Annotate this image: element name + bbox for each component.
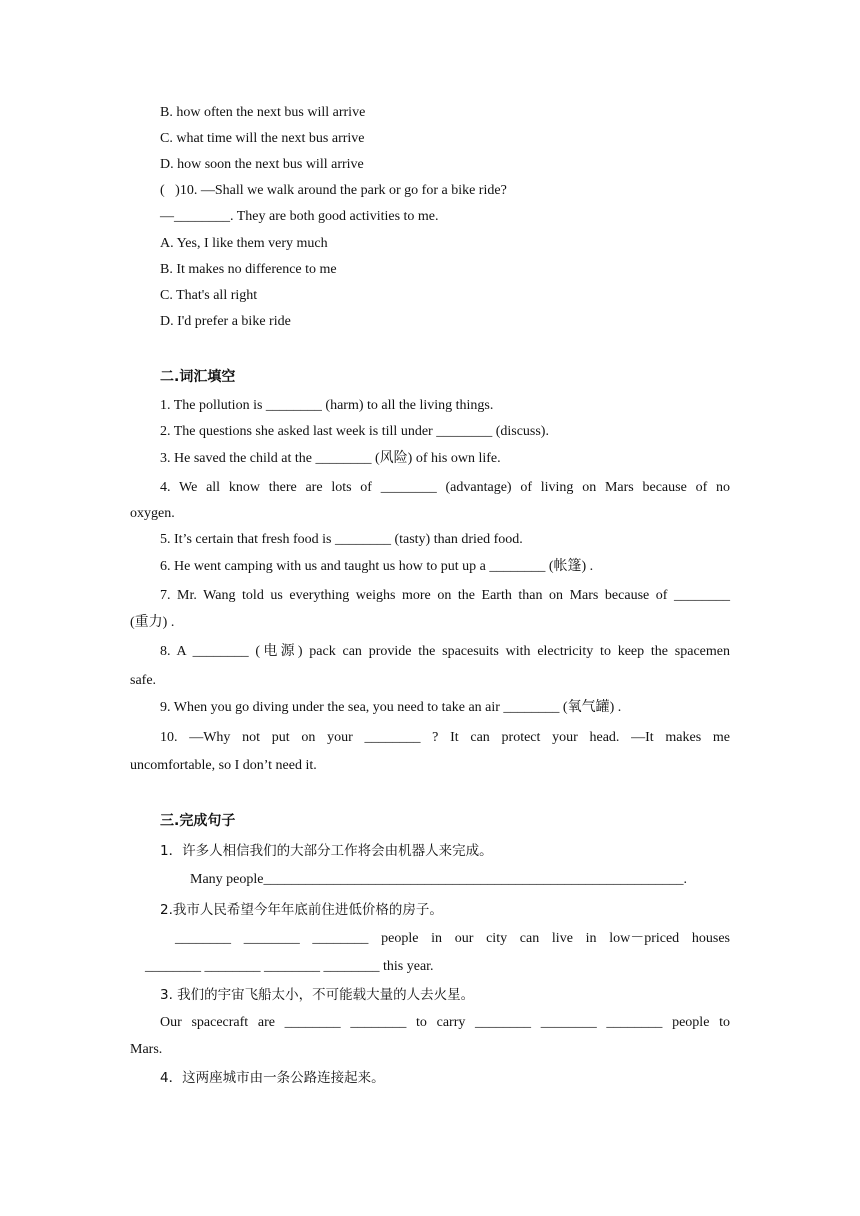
q9-option-c: C. what time will the next bus arrive	[160, 131, 365, 146]
vocab-item-7: 7. Mr. Wang told us everything weighs more on the Earth than on Mars because of ________	[160, 588, 730, 603]
q10-option-d: D. I'd prefer a bike ride	[160, 314, 291, 329]
vocab-item-5: 5. It’s certain that fresh food is ________ (tasty) than dried food.	[160, 532, 523, 547]
sentence-2-english-cont: ________ ________ ________ ________ this year.	[145, 959, 434, 974]
vocab-item-4: 4. We all know there are lots of ________ (advantage) of living on Mars because of no	[160, 480, 730, 495]
vocab-item-7-cont: (重力) .	[130, 615, 175, 630]
q9-option-b: B. how often the next bus will arrive	[160, 105, 366, 120]
sentence-2-chinese: 2.我市人民希望今年年底前住进低价格的房子。	[160, 902, 443, 918]
vocab-item-3: 3. He saved the child at the ________ (风险) of his own life.	[160, 451, 501, 466]
vocab-item-8: 8. A ________ (电源) pack can provide the spacesuits with electricity to keep the spacemen	[160, 644, 730, 659]
sentence-1-chinese: 1．许多人相信我们的大部分工作将会由机器人来完成。	[160, 843, 493, 859]
sentence-2-english: ________ ________ ________ people in our city can live in low－priced houses	[175, 931, 730, 946]
sentence-3-english-cont: Mars.	[130, 1042, 163, 1057]
vocab-item-9: 9. When you go diving under the sea, you need to take an air ________ (氧气罐) .	[160, 700, 622, 715]
vocab-item-8-cont: safe.	[130, 673, 157, 688]
vocab-item-4-cont: oxygen.	[130, 506, 175, 521]
sentence-4-chinese: 4．这两座城市由一条公路连接起来。	[160, 1070, 385, 1086]
vocab-item-1: 1. The pollution is ________ (harm) to all the living things.	[160, 398, 494, 413]
q10-option-b: B. It makes no difference to me	[160, 262, 337, 277]
q10-option-a: A. Yes, I like them very much	[160, 236, 328, 251]
vocab-item-10: 10. —Why not put on your ________ ? It can protect your head. —It makes me	[160, 730, 730, 745]
sentence-3-english: Our spacecraft are ________ ________ to carry ________ ________ ________ people to	[160, 1015, 730, 1030]
q9-option-d: D. how soon the next bus will arrive	[160, 157, 364, 172]
vocab-item-2: 2. The questions she asked last week is till under ________ (discuss).	[160, 424, 549, 439]
section-heading-vocabulary: 二.词汇填空	[160, 369, 236, 385]
q10-stem: ( )10. —Shall we walk around the park or go for a bike ride?	[160, 183, 507, 198]
vocab-item-10-cont: uncomfortable, so I don’t need it.	[130, 758, 317, 773]
sentence-3-chinese: 3. 我们的宇宙飞船太小，不可能载大量的人去火星。	[160, 987, 475, 1003]
q10-option-c: C. That's all right	[160, 288, 258, 303]
sentence-1-english: Many people____________________________________________________________.	[190, 872, 687, 887]
section-heading-sentences: 三.完成句子	[160, 813, 236, 829]
vocab-item-6: 6. He went camping with us and taught us how to put up a ________ (帐篷) .	[160, 559, 594, 574]
q10-response: —________. They are both good activities to me.	[160, 209, 439, 224]
